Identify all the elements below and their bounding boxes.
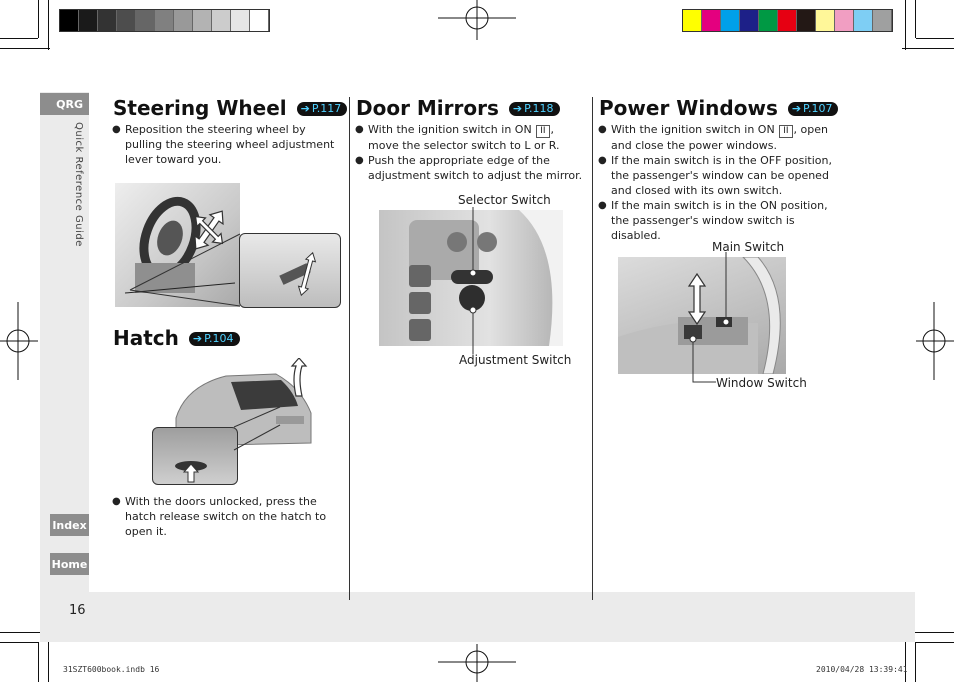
crop-mark	[48, 0, 49, 50]
selector-pointer-icon	[468, 207, 478, 277]
selector-switch-label: Selector Switch	[458, 193, 551, 207]
windows-bullet	[598, 122, 838, 153]
windows-page-link[interactable]	[788, 102, 839, 116]
column-divider	[592, 97, 593, 600]
swatch	[740, 10, 759, 31]
swatch	[98, 10, 117, 31]
tab-index[interactable]: Index	[50, 514, 89, 536]
crop-mark	[0, 642, 38, 643]
hatch-ref-text: P.104	[204, 332, 234, 345]
callout-line-icon	[128, 232, 243, 312]
swatch	[155, 10, 174, 31]
swatch	[79, 10, 98, 31]
swatch	[759, 10, 778, 31]
mirrors-title	[356, 96, 560, 120]
lever-icon	[240, 234, 340, 307]
crop-mark	[38, 642, 39, 682]
arrow-right-icon: ➔	[300, 102, 310, 115]
swatch	[60, 10, 79, 31]
steering-title	[113, 96, 347, 120]
swatch	[136, 10, 155, 31]
arrow-right-icon: ➔	[512, 102, 523, 115]
windows-bullet1-post: , open and close the power windows.	[611, 123, 828, 152]
adjustment-pointer-icon	[468, 306, 478, 354]
swatch	[117, 10, 136, 31]
crop-mark	[916, 642, 954, 643]
mirrors-bullet: ● Push the appropriate edge of the adjustment switch to adjust the mirror.	[355, 153, 583, 183]
footer-band	[40, 592, 915, 642]
mirrors-bullet	[355, 122, 583, 153]
windows-ref-text: P.107	[803, 102, 833, 115]
crop-mark	[0, 38, 38, 39]
windows-bullet: ● If the main switch is in the OFF position, the passenger's window can be opened and closed with its own switch.	[598, 153, 838, 198]
windows-title-text: Power Windows	[599, 96, 778, 120]
grayscale-swatch-bar	[59, 9, 270, 32]
adjustment-switch-label: Adjustment Switch	[459, 353, 572, 367]
windows-title	[599, 96, 838, 120]
registration-mark-icon	[438, 644, 516, 682]
swatch	[212, 10, 231, 31]
timestamp-slug: 2010/04/28 13:39:41	[816, 665, 908, 674]
swatch	[231, 10, 250, 31]
swatch	[721, 10, 740, 31]
crop-mark	[902, 48, 954, 49]
hatch-switch-icon	[153, 428, 237, 484]
arrow-right-icon: ➔	[192, 332, 203, 345]
window-updown-arrow-icon	[686, 272, 708, 326]
swatch	[873, 10, 892, 31]
tab-home[interactable]: Home	[50, 553, 89, 575]
swatch	[816, 10, 835, 31]
steering-bullet: ● Reposition the steering wheel by pulling the steering wheel adjustment lever toward you.	[112, 122, 340, 167]
crop-mark	[916, 38, 954, 39]
page-number: 16	[69, 603, 86, 618]
windows-bullet: ● If the main switch is in the ON position, the passenger's window switch is disabled.	[598, 198, 838, 243]
swatch	[702, 10, 721, 31]
window-switch-pointer-icon	[688, 334, 718, 386]
main-switch-label: Main Switch	[712, 240, 785, 254]
column-divider	[349, 97, 350, 600]
hatch-bullets	[112, 494, 340, 539]
steering-title-text: Steering Wheel	[113, 96, 287, 120]
mirrors-page-link[interactable]	[509, 102, 560, 116]
mirrors-ref-text: P.118	[524, 102, 554, 115]
hatch-bullet: ● With the doors unlocked, press the hatch release switch on the hatch to open it.	[112, 494, 340, 539]
swatch	[683, 10, 702, 31]
steering-page-link[interactable]	[297, 102, 348, 116]
swatch	[193, 10, 212, 31]
main-switch-pointer-icon	[720, 252, 732, 326]
mirrors-bullet1-pre: With the ignition switch in ON	[368, 123, 536, 136]
arrow-right-icon: ➔	[791, 102, 802, 115]
steering-lever-closeup	[239, 233, 341, 308]
mirrors-bullets	[355, 122, 583, 183]
registration-mark-icon	[438, 0, 516, 40]
swatch	[854, 10, 873, 31]
mirrors-bullet1-post: , move the selector switch to L or R.	[368, 123, 560, 152]
hatch-open-arrow-icon	[286, 358, 310, 398]
crop-mark	[915, 0, 916, 38]
hatch-switch-closeup	[152, 427, 238, 485]
hatch-title-text: Hatch	[113, 326, 179, 350]
swatch	[835, 10, 854, 31]
hatch-title	[113, 326, 240, 350]
registration-mark-icon	[916, 302, 954, 380]
crop-mark	[0, 48, 50, 49]
mirrors-title-text: Door Mirrors	[356, 96, 499, 120]
crop-mark	[905, 0, 906, 50]
callout-line-icon	[232, 405, 282, 455]
color-swatch-bar	[682, 9, 893, 32]
swatch	[250, 10, 269, 31]
registration-mark-icon	[0, 302, 38, 380]
hatch-page-link[interactable]	[189, 332, 240, 346]
ignition-key-icon: II	[779, 125, 792, 138]
crop-mark	[915, 642, 916, 682]
window-switch-label: Window Switch	[716, 376, 807, 390]
swatch	[778, 10, 797, 31]
steering-ref-text: P.117	[311, 102, 342, 115]
windows-bullets	[598, 122, 838, 243]
steering-bullets	[112, 122, 340, 167]
crop-mark	[38, 0, 39, 38]
windows-bullet1-pre: With the ignition switch in ON	[611, 123, 779, 136]
sidebar-vertical-label: Quick Reference Guide	[73, 122, 84, 247]
file-slug: 31SZT600book.indb 16	[63, 665, 160, 674]
swatch	[174, 10, 193, 31]
swatch	[797, 10, 816, 31]
tab-qrg[interactable]: QRG	[40, 93, 89, 115]
ignition-key-icon: II	[536, 125, 549, 138]
